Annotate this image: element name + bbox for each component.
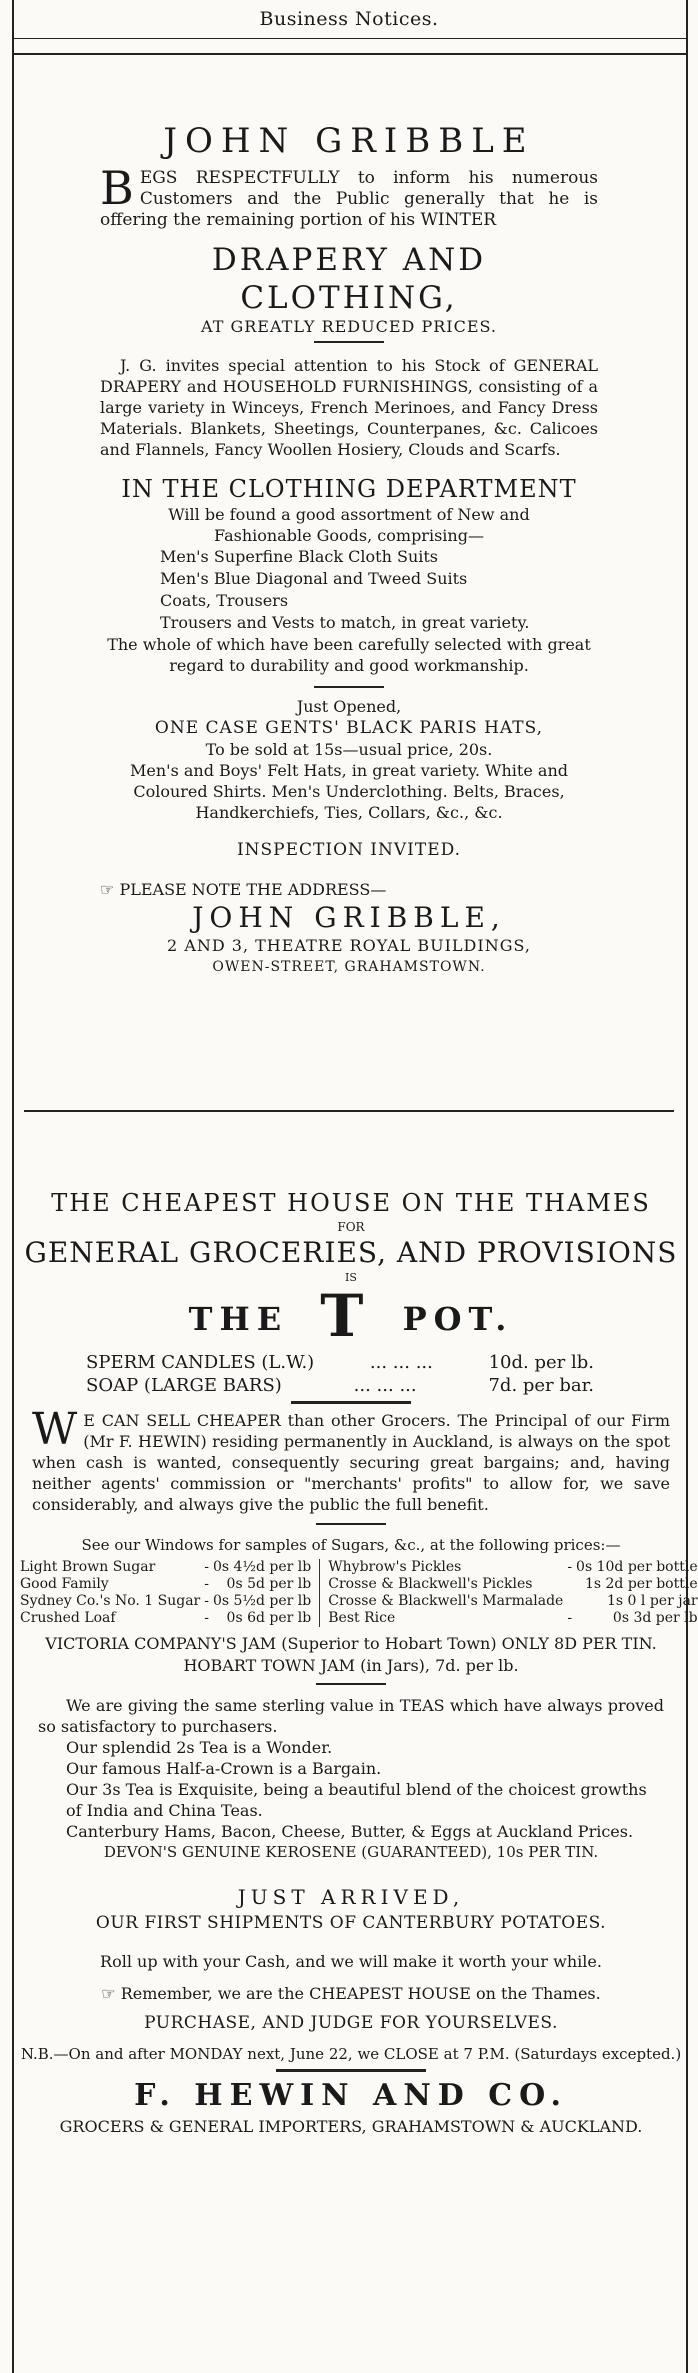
divider xyxy=(276,2069,426,2072)
gribble-hats-head: ONE CASE GENTS' BLACK PARIS HATS, xyxy=(154,718,544,738)
table-row xyxy=(18,1576,313,1593)
hewin-advertisement xyxy=(18,1188,698,2138)
price-dash: - xyxy=(204,1593,209,1609)
price-value: 1s 2d per bottle xyxy=(584,1576,698,1592)
section-header xyxy=(0,0,698,40)
section-title: Business Notices. xyxy=(259,8,439,30)
shop-name-t: T xyxy=(320,1282,371,1350)
table-row xyxy=(326,1559,698,1576)
hewin-footer: GROCERS & GENERAL IMPORTERS, GRAHAMSTOWN & AUCKLAND. xyxy=(59,2117,643,2136)
gribble-intro xyxy=(100,161,598,231)
price-dash: - xyxy=(204,1576,209,1592)
hewin-specials xyxy=(18,1351,684,1397)
price-value: 0s 4½d per lb xyxy=(212,1559,312,1575)
price-dash: - xyxy=(204,1610,209,1626)
gribble-items xyxy=(100,546,598,634)
price-dash: - xyxy=(204,1559,209,1575)
candles-dots: ... ... ... xyxy=(369,1352,433,1373)
table-row xyxy=(18,1610,313,1627)
hewin-line1: THE CHEAPEST HOUSE ON THE THAMES xyxy=(51,1189,651,1217)
pointing-hand-icon: ☞ xyxy=(100,880,115,899)
divider xyxy=(316,1683,386,1685)
right-column-rule xyxy=(686,0,688,2373)
gribble-note-text: PLEASE NOTE THE ADDRESS— xyxy=(119,880,387,899)
hewin-remember-text: Remember, we are the CHEAPEST HOUSE on the Thames. xyxy=(120,1984,601,2003)
price-value: 1s 0 l per jar xyxy=(607,1593,698,1609)
gribble-intro-text: EGS RESPECTFULLY to inform his numerous Customers and the Public generally that he is offering the remaining portion of his WINTER xyxy=(100,168,598,230)
table-row xyxy=(18,1559,313,1576)
header-rule xyxy=(12,38,686,39)
list-item: Trousers and Vests to match, in great variety. xyxy=(160,613,530,632)
hewin-dropcap: W xyxy=(32,1404,78,1455)
price-value: 0s 5d per lb xyxy=(226,1576,312,1592)
hewin-jam1: VICTORIA COMPANY'S JAM (Superior to Hobart Town) ONLY 8D PER TIN. xyxy=(45,1634,657,1653)
hewin-roll: Roll up with your Cash, and we will make it worth your while. xyxy=(100,1952,602,1971)
gribble-just-opened: Just Opened, xyxy=(296,697,402,716)
price-item: Light Brown Sugar xyxy=(20,1559,156,1575)
gribble-para1: J. G. invites special attention to his Stock of GENERAL DRAPERY and HOUSEHOLD FURNISHINGS, consisting of a large variety in Winceys, French Merinoes, and Fancy Dress Materials. Blankets, Sheetings, Counterpanes, &c. Calicoes and Flannels, Fancy Woollen Hosiery, Clouds and Scarfs. xyxy=(100,356,598,459)
hewin-arrived: JUST ARRIVED, xyxy=(237,1885,465,1909)
hewin-line3: GENERAL GROCERIES, AND PROVISIONS xyxy=(24,1236,678,1269)
price-item: Whybrow's Pickles xyxy=(328,1559,462,1575)
soap-label: SOAP (LARGE BARS) xyxy=(86,1375,282,1396)
gribble-dropcap: B xyxy=(100,161,134,215)
candles-label: SPERM CANDLES (L.W.) xyxy=(86,1352,315,1373)
list-item: Our 3s Tea is Exquisite, being a beautiful blend of the choicest growths of India and China Teas. xyxy=(66,1780,647,1820)
hewin-line4: IS xyxy=(345,1271,357,1284)
hewin-jam2: HOBART TOWN JAM (in Jars), 7d. per lb. xyxy=(183,1656,519,1675)
hewin-firm: F. HEWIN AND CO. xyxy=(134,2078,568,2113)
candles-price: 10d. per lb. xyxy=(488,1352,594,1373)
hewin-teas: We are giving the same sterling value in TEAS which have always proved so satisfactory to purchasers. xyxy=(38,1696,664,1736)
list-item: Our splendid 2s Tea is a Wonder. xyxy=(66,1738,333,1757)
soap-row xyxy=(86,1374,594,1397)
table-row xyxy=(326,1593,698,1610)
gribble-dept-outro: The whole of which have been carefully selected with great regard to durability and good workmanship. xyxy=(107,635,591,675)
price-value: 0s 6d per lb xyxy=(226,1610,312,1626)
price-dash xyxy=(565,1576,574,1593)
gribble-hats-more: Men's and Boys' Felt Hats, in great variety. White and Coloured Shirts. Men's Underclothing. Belts, Braces, Handkerchiefs, Ties, Collars, &c., &c. xyxy=(130,761,568,822)
hewin-shop-name xyxy=(18,1282,684,1350)
price-item: Crosse & Blackwell's Pickles xyxy=(328,1576,533,1592)
soap-dots: ... ... ... xyxy=(353,1375,417,1396)
gribble-advertisement xyxy=(100,120,598,977)
gribble-dept: IN THE CLOTHING DEPARTMENT xyxy=(121,475,577,503)
price-item: Crushed Loaf xyxy=(20,1610,116,1626)
price-dash: - xyxy=(567,1610,573,1626)
hewin-para-text: E CAN SELL CHEAPER than other Grocers. The Principal of our Firm (Mr F. HEWIN) residing permanently in Auckland, is always on the spot when cash is wanted, consequently securing great bargains; and, having neither agents' commission or "merchants' profits" to allow for, we save considerably, and always give the public the full benefit. xyxy=(32,1411,670,1514)
price-table-right xyxy=(326,1559,698,1627)
price-value: 0s 3d per lb xyxy=(612,1610,698,1626)
price-dash: - xyxy=(567,1559,573,1575)
hewin-purchase: PURCHASE, AND JUDGE FOR YOURSELVES. xyxy=(144,2013,558,2033)
gribble-address2: OWEN-STREET, GRAHAMSTOWN. xyxy=(212,959,486,975)
hewin-windows: See our Windows for samples of Sugars, &c., at the following prices:— xyxy=(81,1536,621,1554)
price-dash xyxy=(565,1593,574,1610)
ad-separator xyxy=(24,1110,674,1112)
list-item: Coats, Trousers xyxy=(160,591,289,610)
price-value: 0s 5½d per lb xyxy=(212,1593,312,1609)
gribble-headline: DRAPERY AND CLOTHING, xyxy=(211,242,487,316)
price-item: Best Rice xyxy=(328,1610,396,1626)
shop-name-left: THE xyxy=(188,1300,289,1338)
table-row xyxy=(18,1593,313,1610)
price-value: 0s 10d per bottle xyxy=(576,1559,698,1575)
hewin-para xyxy=(18,1404,684,1515)
hewin-remember xyxy=(18,1983,684,2005)
pointing-hand-icon: ☞ xyxy=(101,1984,116,2003)
hewin-line2: FOR xyxy=(337,1220,365,1234)
table-row xyxy=(326,1610,698,1627)
gribble-name: JOHN GRIBBLE xyxy=(163,121,535,161)
gribble-name-2: JOHN GRIBBLE, xyxy=(192,901,506,934)
list-item: Our famous Half-a-Crown is a Bargain. xyxy=(66,1759,382,1778)
price-table-left xyxy=(18,1559,313,1627)
list-item: Canterbury Hams, Bacon, Cheese, Butter, & Eggs at Auckland Prices. xyxy=(66,1822,634,1841)
gribble-address1: 2 AND 3, THEATRE ROYAL BUILDINGS, xyxy=(167,936,531,955)
table-row xyxy=(326,1576,698,1593)
soap-price: 7d. per bar. xyxy=(488,1375,594,1396)
left-column-rule xyxy=(12,0,14,2373)
gribble-subhead: AT GREATLY REDUCED PRICES. xyxy=(201,317,497,336)
gribble-note xyxy=(100,879,598,901)
hewin-shipments: OUR FIRST SHIPMENTS OF CANTERBURY POTATOES. xyxy=(95,1913,607,1933)
candles-row xyxy=(86,1351,594,1374)
hewin-kerosene: DEVON'S GENUINE KEROSENE (GUARANTEED), 10s PER TIN. xyxy=(103,1843,599,1861)
price-table-divider xyxy=(319,1559,320,1627)
list-item: Men's Blue Diagonal and Tweed Suits xyxy=(160,569,468,588)
shop-name-right: POT. xyxy=(402,1300,514,1338)
hewin-nb: N.B.—On and after MONDAY next, June 22, we CLOSE at 7 P.M. (Saturdays excepted.) xyxy=(20,2045,682,2063)
gribble-dept-intro: Will be found a good assortment of New and Fashionable Goods, comprising— xyxy=(168,505,530,545)
price-item: Good Family xyxy=(20,1576,109,1592)
gribble-inspection: INSPECTION INVITED. xyxy=(236,840,462,860)
list-item: Men's Superfine Black Cloth Suits xyxy=(160,547,438,566)
divider xyxy=(316,1523,386,1525)
divider xyxy=(291,1401,411,1404)
price-list xyxy=(18,1559,698,1627)
hewin-tea-list xyxy=(18,1737,684,1842)
header-rule-2 xyxy=(12,53,686,55)
gribble-hats-price: To be sold at 15s—usual price, 20s. xyxy=(205,740,493,759)
divider xyxy=(314,686,384,688)
price-item: Sydney Co.'s No. 1 Sugar xyxy=(20,1593,201,1609)
divider xyxy=(314,341,384,343)
price-item: Crosse & Blackwell's Marmalade xyxy=(328,1593,564,1609)
